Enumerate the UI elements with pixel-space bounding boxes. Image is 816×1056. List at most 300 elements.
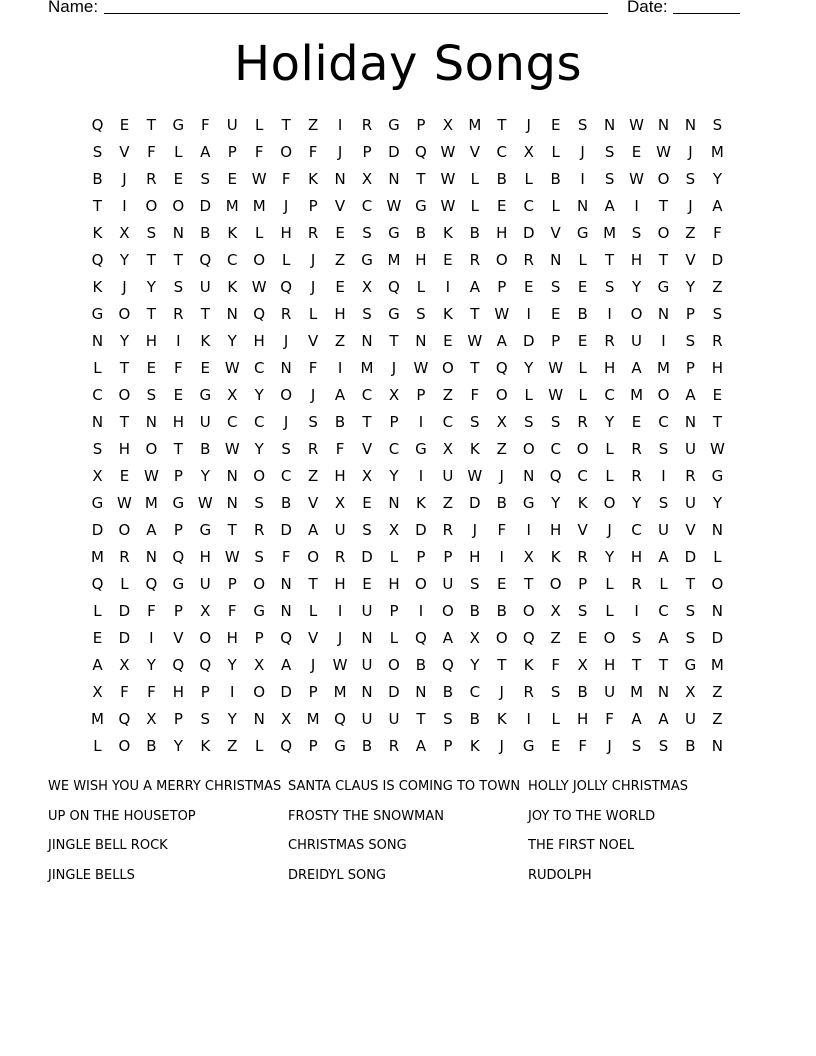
- grid-letter[interactable]: S: [631, 737, 642, 755]
- grid-letter[interactable]: Y: [227, 332, 237, 350]
- grid-letter[interactable]: I: [149, 629, 154, 647]
- grid-letter[interactable]: S: [685, 332, 696, 350]
- grid-letter[interactable]: D: [199, 197, 212, 215]
- grid-letter[interactable]: F: [578, 737, 587, 755]
- grid-letter[interactable]: T: [416, 710, 426, 728]
- grid-letter[interactable]: L: [93, 602, 102, 620]
- grid-letter[interactable]: Y: [227, 656, 237, 674]
- grid-letter[interactable]: I: [634, 197, 639, 215]
- grid-letter[interactable]: R: [523, 683, 534, 701]
- grid-letter[interactable]: F: [308, 143, 318, 161]
- grid-letter[interactable]: H: [118, 440, 131, 458]
- grid-letter[interactable]: I: [418, 413, 424, 431]
- grid-letter[interactable]: T: [685, 575, 696, 593]
- grid-letter[interactable]: G: [522, 737, 535, 755]
- grid-letter[interactable]: I: [418, 467, 424, 485]
- grid-letter[interactable]: S: [712, 305, 723, 323]
- grid-letter[interactable]: T: [416, 170, 426, 188]
- grid-letter[interactable]: M: [468, 116, 482, 134]
- grid-letter[interactable]: S: [146, 224, 157, 242]
- grid-letter[interactable]: L: [470, 170, 479, 188]
- grid-letter[interactable]: B: [92, 170, 103, 188]
- grid-letter[interactable]: N: [361, 332, 373, 350]
- grid-letter[interactable]: W: [332, 656, 348, 674]
- grid-letter[interactable]: Z: [712, 710, 723, 728]
- grid-letter[interactable]: G: [415, 440, 427, 458]
- grid-letter[interactable]: L: [255, 224, 264, 242]
- grid-letter[interactable]: Q: [91, 575, 104, 593]
- grid-letter[interactable]: C: [227, 251, 238, 269]
- grid-letter[interactable]: W: [467, 467, 483, 485]
- grid-letter[interactable]: U: [604, 683, 616, 701]
- grid-letter[interactable]: T: [658, 251, 669, 269]
- grid-letter[interactable]: K: [200, 332, 211, 350]
- grid-letter[interactable]: F: [713, 224, 722, 242]
- grid-letter[interactable]: V: [361, 440, 373, 458]
- grid-letter[interactable]: N: [523, 467, 535, 485]
- grid-letter[interactable]: W: [117, 494, 132, 512]
- grid-letter[interactable]: U: [361, 656, 373, 674]
- grid-letter[interactable]: Y: [119, 251, 130, 269]
- grid-letter[interactable]: D: [91, 521, 104, 539]
- grid-letter[interactable]: B: [496, 170, 507, 188]
- grid-letter[interactable]: J: [283, 332, 289, 350]
- grid-letter[interactable]: J: [688, 143, 693, 161]
- grid-letter[interactable]: A: [658, 710, 669, 728]
- grid-letter[interactable]: Z: [442, 494, 453, 512]
- grid-letter[interactable]: T: [497, 656, 507, 674]
- grid-letter[interactable]: T: [658, 197, 669, 215]
- grid-letter[interactable]: T: [92, 197, 103, 215]
- grid-letter[interactable]: F: [120, 683, 129, 701]
- grid-letter[interactable]: R: [442, 521, 454, 539]
- grid-letter[interactable]: C: [631, 521, 642, 539]
- grid-letter[interactable]: S: [577, 116, 588, 134]
- grid-letter[interactable]: P: [227, 575, 237, 593]
- grid-letter[interactable]: E: [119, 467, 130, 485]
- grid-letter[interactable]: L: [605, 467, 614, 485]
- grid-letter[interactable]: B: [415, 656, 427, 674]
- grid-letter[interactable]: X: [361, 170, 373, 188]
- grid-letter[interactable]: K: [200, 737, 211, 755]
- grid-letter[interactable]: W: [629, 170, 644, 188]
- grid-letter[interactable]: C: [523, 197, 534, 215]
- grid-letter[interactable]: U: [226, 116, 238, 134]
- grid-letter[interactable]: D: [469, 494, 481, 512]
- grid-letter[interactable]: G: [334, 737, 346, 755]
- grid-letter[interactable]: N: [684, 116, 697, 134]
- grid-letter[interactable]: X: [254, 656, 265, 674]
- grid-letter[interactable]: O: [576, 440, 589, 458]
- grid-letter[interactable]: Z: [496, 440, 507, 458]
- grid-letter[interactable]: Q: [91, 116, 104, 134]
- grid-letter[interactable]: L: [659, 575, 668, 593]
- grid-letter[interactable]: O: [118, 737, 131, 755]
- grid-letter[interactable]: O: [441, 602, 454, 620]
- grid-letter[interactable]: E: [362, 494, 372, 512]
- grid-letter[interactable]: S: [281, 440, 291, 458]
- grid-letter[interactable]: K: [523, 656, 534, 674]
- grid-letter[interactable]: W: [494, 305, 510, 323]
- grid-letter[interactable]: Q: [549, 467, 562, 485]
- grid-letter[interactable]: X: [523, 548, 534, 566]
- grid-letter[interactable]: G: [361, 251, 373, 269]
- grid-letter[interactable]: R: [577, 548, 588, 566]
- grid-letter[interactable]: A: [469, 278, 480, 296]
- grid-letter[interactable]: P: [173, 710, 183, 728]
- grid-letter[interactable]: O: [253, 683, 266, 701]
- grid-letter[interactable]: O: [118, 386, 131, 404]
- grid-letter[interactable]: W: [548, 386, 564, 404]
- grid-letter[interactable]: I: [445, 278, 451, 296]
- grid-letter[interactable]: K: [496, 710, 507, 728]
- grid-letter[interactable]: A: [415, 737, 427, 755]
- grid-letter[interactable]: V: [685, 251, 696, 269]
- grid-letter[interactable]: J: [337, 629, 343, 647]
- grid-letter[interactable]: O: [657, 386, 670, 404]
- grid-letter[interactable]: L: [308, 305, 318, 323]
- grid-letter[interactable]: C: [577, 467, 588, 485]
- grid-letter[interactable]: K: [415, 494, 426, 512]
- grid-letter[interactable]: V: [307, 332, 319, 350]
- grid-letter[interactable]: O: [118, 521, 131, 539]
- grid-letter[interactable]: L: [308, 602, 318, 620]
- grid-letter[interactable]: V: [307, 629, 319, 647]
- grid-letter[interactable]: N: [361, 683, 373, 701]
- grid-letter[interactable]: Q: [172, 548, 185, 566]
- grid-letter[interactable]: W: [709, 440, 725, 458]
- grid-letter[interactable]: L: [524, 170, 533, 188]
- grid-letter[interactable]: J: [688, 197, 693, 215]
- grid-letter[interactable]: I: [634, 602, 639, 620]
- grid-letter[interactable]: I: [526, 710, 531, 728]
- grid-letter[interactable]: C: [442, 413, 454, 431]
- grid-letter[interactable]: C: [496, 143, 508, 161]
- grid-letter[interactable]: K: [442, 224, 453, 242]
- grid-letter[interactable]: Q: [253, 305, 266, 323]
- grid-letter[interactable]: D: [388, 683, 400, 701]
- grid-letter[interactable]: K: [577, 494, 588, 512]
- grid-letter[interactable]: M: [657, 359, 670, 377]
- grid-letter[interactable]: G: [91, 305, 104, 323]
- grid-letter[interactable]: P: [308, 737, 318, 755]
- grid-letter[interactable]: L: [389, 629, 399, 647]
- grid-letter[interactable]: I: [661, 332, 666, 350]
- grid-letter[interactable]: T: [631, 656, 642, 674]
- grid-letter[interactable]: F: [147, 602, 156, 620]
- grid-letter[interactable]: E: [550, 737, 561, 755]
- grid-letter[interactable]: J: [607, 737, 612, 755]
- grid-letter[interactable]: H: [711, 359, 724, 377]
- grid-letter[interactable]: V: [119, 143, 130, 161]
- grid-letter[interactable]: R: [604, 332, 615, 350]
- grid-letter[interactable]: V: [577, 521, 588, 539]
- grid-letter[interactable]: H: [145, 332, 158, 350]
- grid-letter[interactable]: O: [657, 170, 670, 188]
- grid-letter[interactable]: X: [334, 494, 346, 512]
- grid-letter[interactable]: O: [657, 224, 670, 242]
- grid-letter[interactable]: A: [631, 359, 642, 377]
- grid-letter[interactable]: T: [362, 413, 372, 431]
- grid-letter[interactable]: C: [227, 413, 238, 431]
- grid-letter[interactable]: F: [281, 548, 291, 566]
- grid-letter[interactable]: F: [605, 710, 614, 728]
- grid-letter[interactable]: R: [280, 305, 292, 323]
- grid-letter[interactable]: G: [388, 305, 400, 323]
- grid-letter[interactable]: T: [146, 305, 156, 323]
- grid-letter[interactable]: G: [415, 197, 427, 215]
- grid-letter[interactable]: H: [226, 629, 238, 647]
- grid-letter[interactable]: L: [416, 278, 426, 296]
- grid-letter[interactable]: E: [119, 116, 130, 134]
- grid-letter[interactable]: I: [230, 683, 235, 701]
- grid-letter[interactable]: F: [551, 656, 560, 674]
- grid-letter[interactable]: Y: [631, 494, 642, 512]
- grid-letter[interactable]: D: [280, 683, 292, 701]
- grid-letter[interactable]: Z: [307, 116, 319, 134]
- grid-letter[interactable]: X: [361, 467, 373, 485]
- grid-letter[interactable]: O: [603, 629, 616, 647]
- grid-letter[interactable]: D: [118, 602, 131, 620]
- grid-letter[interactable]: Y: [200, 467, 210, 485]
- grid-letter[interactable]: O: [522, 602, 535, 620]
- grid-letter[interactable]: L: [524, 386, 533, 404]
- grid-letter[interactable]: E: [577, 278, 588, 296]
- grid-letter[interactable]: B: [469, 224, 480, 242]
- grid-letter[interactable]: A: [496, 332, 507, 350]
- grid-letter[interactable]: I: [580, 170, 585, 188]
- grid-letter[interactable]: K: [227, 224, 238, 242]
- grid-letter[interactable]: O: [280, 143, 293, 161]
- grid-letter[interactable]: M: [306, 710, 320, 728]
- grid-letter[interactable]: N: [388, 494, 400, 512]
- grid-letter[interactable]: X: [146, 710, 157, 728]
- grid-letter[interactable]: D: [280, 521, 292, 539]
- grid-letter[interactable]: O: [711, 575, 724, 593]
- grid-letter[interactable]: V: [307, 494, 319, 512]
- grid-letter[interactable]: I: [176, 332, 181, 350]
- grid-letter[interactable]: U: [388, 710, 400, 728]
- grid-letter[interactable]: C: [550, 440, 561, 458]
- grid-letter[interactable]: K: [442, 305, 453, 323]
- grid-letter[interactable]: K: [308, 170, 319, 188]
- grid-letter[interactable]: P: [416, 386, 426, 404]
- grid-letter[interactable]: S: [523, 413, 534, 431]
- grid-letter[interactable]: R: [523, 251, 534, 269]
- grid-letter[interactable]: Q: [495, 359, 508, 377]
- grid-letter[interactable]: H: [415, 251, 427, 269]
- grid-letter[interactable]: Q: [280, 278, 293, 296]
- grid-letter[interactable]: G: [684, 656, 697, 674]
- grid-letter[interactable]: N: [226, 467, 238, 485]
- grid-letter[interactable]: D: [522, 224, 535, 242]
- grid-letter[interactable]: N: [711, 737, 724, 755]
- grid-letter[interactable]: Q: [388, 278, 400, 296]
- grid-letter[interactable]: C: [253, 413, 265, 431]
- grid-letter[interactable]: W: [656, 143, 671, 161]
- grid-letter[interactable]: M: [333, 683, 347, 701]
- grid-letter[interactable]: J: [499, 683, 504, 701]
- grid-letter[interactable]: Z: [550, 629, 561, 647]
- grid-letter[interactable]: W: [467, 332, 483, 350]
- grid-letter[interactable]: P: [443, 737, 453, 755]
- grid-letter[interactable]: O: [495, 386, 508, 404]
- grid-letter[interactable]: Q: [118, 710, 131, 728]
- grid-letter[interactable]: O: [280, 386, 293, 404]
- name-blank-line[interactable]: [104, 13, 608, 14]
- grid-letter[interactable]: J: [310, 386, 316, 404]
- grid-letter[interactable]: G: [522, 494, 535, 512]
- grid-letter[interactable]: X: [227, 386, 238, 404]
- grid-letter[interactable]: S: [254, 494, 264, 512]
- grid-letter[interactable]: T: [173, 440, 183, 458]
- grid-letter[interactable]: A: [658, 548, 669, 566]
- grid-letter[interactable]: G: [388, 224, 400, 242]
- grid-letter[interactable]: L: [93, 737, 102, 755]
- grid-letter[interactable]: J: [310, 656, 316, 674]
- grid-letter[interactable]: G: [172, 494, 185, 512]
- grid-letter[interactable]: R: [388, 737, 400, 755]
- grid-letter[interactable]: S: [604, 278, 615, 296]
- grid-letter[interactable]: S: [685, 170, 696, 188]
- grid-letter[interactable]: G: [172, 575, 185, 593]
- grid-letter[interactable]: X: [388, 386, 400, 404]
- grid-letter[interactable]: X: [92, 467, 103, 485]
- grid-letter[interactable]: L: [255, 116, 264, 134]
- grid-letter[interactable]: P: [389, 602, 399, 620]
- grid-letter[interactable]: A: [281, 656, 292, 674]
- grid-letter[interactable]: J: [499, 737, 504, 755]
- grid-letter[interactable]: P: [497, 278, 507, 296]
- grid-letter[interactable]: D: [711, 629, 724, 647]
- grid-letter[interactable]: N: [172, 224, 184, 242]
- grid-letter[interactable]: M: [91, 710, 104, 728]
- grid-letter[interactable]: T: [605, 251, 615, 269]
- grid-letter[interactable]: Y: [605, 413, 615, 431]
- grid-letter[interactable]: S: [443, 710, 453, 728]
- grid-letter[interactable]: L: [578, 359, 587, 377]
- grid-letter[interactable]: L: [281, 251, 291, 269]
- grid-letter[interactable]: Y: [685, 278, 696, 296]
- grid-letter[interactable]: S: [577, 602, 588, 620]
- grid-letter[interactable]: L: [389, 548, 399, 566]
- grid-letter[interactable]: O: [199, 629, 212, 647]
- grid-letter[interactable]: O: [118, 305, 131, 323]
- grid-letter[interactable]: U: [658, 521, 669, 539]
- grid-letter[interactable]: T: [308, 575, 318, 593]
- grid-letter[interactable]: Y: [119, 332, 130, 350]
- grid-letter[interactable]: R: [631, 440, 642, 458]
- grid-letter[interactable]: S: [92, 143, 103, 161]
- grid-letter[interactable]: P: [578, 575, 588, 593]
- grid-letter[interactable]: S: [200, 710, 211, 728]
- grid-letter[interactable]: H: [496, 224, 508, 242]
- grid-letter[interactable]: T: [200, 305, 210, 323]
- grid-letter[interactable]: L: [255, 737, 264, 755]
- grid-letter[interactable]: E: [146, 359, 157, 377]
- grid-letter[interactable]: R: [119, 548, 130, 566]
- grid-letter[interactable]: W: [197, 494, 213, 512]
- grid-letter[interactable]: T: [524, 575, 534, 593]
- grid-letter[interactable]: F: [254, 143, 264, 161]
- grid-letter[interactable]: V: [334, 197, 346, 215]
- grid-letter[interactable]: B: [334, 413, 346, 431]
- grid-letter[interactable]: G: [172, 116, 185, 134]
- grid-letter[interactable]: O: [495, 629, 508, 647]
- grid-letter[interactable]: H: [172, 683, 184, 701]
- grid-letter[interactable]: M: [252, 197, 266, 215]
- grid-letter[interactable]: S: [550, 413, 561, 431]
- grid-letter[interactable]: J: [337, 143, 343, 161]
- grid-letter[interactable]: K: [469, 440, 480, 458]
- grid-letter[interactable]: B: [550, 170, 561, 188]
- grid-letter[interactable]: T: [119, 359, 130, 377]
- grid-letter[interactable]: B: [281, 494, 292, 512]
- grid-letter[interactable]: P: [200, 683, 210, 701]
- grid-letter[interactable]: X: [92, 683, 103, 701]
- grid-letter[interactable]: F: [147, 683, 156, 701]
- grid-letter[interactable]: H: [280, 224, 292, 242]
- grid-letter[interactable]: L: [93, 359, 102, 377]
- grid-letter[interactable]: E: [92, 629, 103, 647]
- grid-letter[interactable]: G: [199, 386, 212, 404]
- grid-letter[interactable]: C: [361, 197, 373, 215]
- grid-letter[interactable]: H: [550, 521, 562, 539]
- grid-letter[interactable]: O: [145, 440, 158, 458]
- grid-letter[interactable]: B: [361, 737, 373, 755]
- grid-letter[interactable]: I: [499, 548, 504, 566]
- grid-letter[interactable]: Y: [389, 467, 399, 485]
- grid-letter[interactable]: P: [685, 305, 695, 323]
- grid-letter[interactable]: H: [388, 575, 400, 593]
- grid-letter[interactable]: A: [604, 197, 615, 215]
- grid-letter[interactable]: V: [550, 224, 561, 242]
- grid-letter[interactable]: D: [388, 143, 400, 161]
- grid-letter[interactable]: G: [657, 278, 670, 296]
- grid-letter[interactable]: X: [469, 629, 480, 647]
- grid-letter[interactable]: E: [362, 575, 372, 593]
- grid-letter[interactable]: E: [550, 305, 561, 323]
- grid-letter[interactable]: P: [551, 332, 561, 350]
- grid-letter[interactable]: S: [470, 575, 480, 593]
- grid-letter[interactable]: S: [146, 386, 157, 404]
- grid-letter[interactable]: U: [684, 440, 696, 458]
- grid-letter[interactable]: N: [226, 494, 238, 512]
- grid-letter[interactable]: S: [550, 683, 561, 701]
- grid-letter[interactable]: E: [497, 575, 507, 593]
- grid-letter[interactable]: L: [605, 602, 614, 620]
- grid-letter[interactable]: J: [122, 170, 127, 188]
- grid-letter[interactable]: M: [144, 494, 158, 512]
- grid-letter[interactable]: D: [361, 548, 373, 566]
- grid-letter[interactable]: F: [335, 440, 345, 458]
- grid-letter[interactable]: V: [469, 143, 480, 161]
- grid-letter[interactable]: N: [388, 170, 400, 188]
- grid-letter[interactable]: M: [225, 197, 239, 215]
- grid-letter[interactable]: Q: [522, 629, 535, 647]
- grid-letter[interactable]: D: [118, 629, 131, 647]
- grid-letter[interactable]: Z: [712, 278, 723, 296]
- grid-letter[interactable]: L: [578, 251, 587, 269]
- grid-letter[interactable]: Q: [415, 143, 427, 161]
- grid-letter[interactable]: Y: [712, 170, 722, 188]
- grid-letter[interactable]: O: [495, 251, 508, 269]
- grid-letter[interactable]: B: [469, 710, 480, 728]
- grid-letter[interactable]: W: [251, 278, 267, 296]
- grid-letter[interactable]: W: [224, 548, 240, 566]
- grid-letter[interactable]: Q: [91, 251, 104, 269]
- grid-letter[interactable]: N: [657, 683, 670, 701]
